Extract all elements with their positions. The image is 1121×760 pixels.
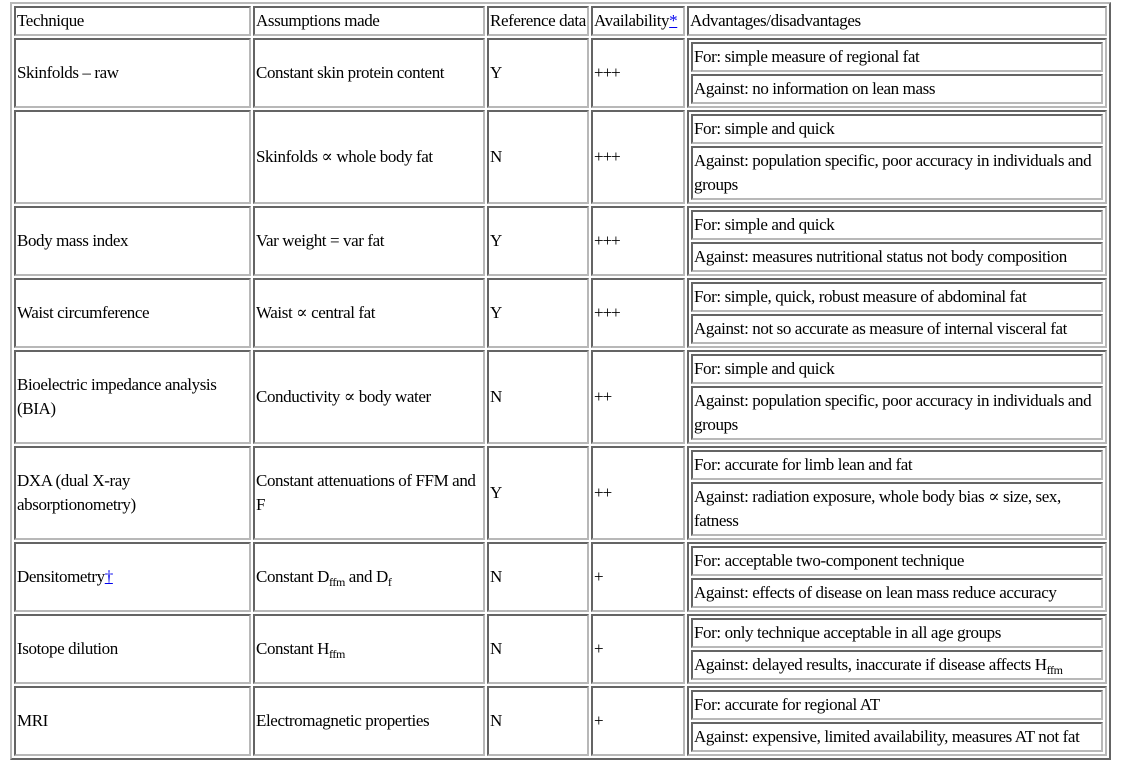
advantages-cell — [687, 686, 1107, 756]
assumption-cell: Constant skin protein content — [253, 38, 485, 108]
for-cell: For: simple and quick — [691, 354, 1103, 384]
assumption-cell: Conductivity ∝ body water — [253, 350, 485, 444]
for-cell: For: simple, quick, robust measure of abdominal fat — [691, 282, 1103, 312]
for-cell: For: simple and quick — [691, 114, 1103, 144]
assumption-cell: Var weight = var fat — [253, 206, 485, 276]
table-row — [14, 614, 1107, 684]
for-cell: For: simple measure of regional fat — [691, 42, 1103, 72]
table-row — [14, 206, 1107, 276]
against-cell: Against: delayed results, inaccurate if disease affects $H_{ffm}$ — [691, 650, 1103, 680]
assumption-cell: Constant $D_{ffm}$ and $D_f$ — [253, 542, 485, 612]
against-cell: Against: effects of disease on lean mass reduce accuracy — [691, 578, 1103, 608]
advantages-cell — [687, 278, 1107, 348]
densitometry-footnote-link[interactable]: † — [104, 567, 113, 586]
availability-cell: + — [591, 614, 685, 684]
against-cell: Against: population specific, poor accuracy in individuals and groups — [691, 386, 1103, 440]
reference-cell: N — [487, 686, 589, 756]
table-row — [14, 446, 1107, 540]
reference-cell: Y — [487, 278, 589, 348]
advantages-cell — [687, 446, 1107, 540]
availability-cell: +++ — [591, 278, 685, 348]
reference-cell: N — [487, 614, 589, 684]
advantages-cell — [687, 614, 1107, 684]
advantages-cell — [687, 206, 1107, 276]
technique-cell: Waist circumference — [14, 278, 251, 348]
reference-cell: N — [487, 110, 589, 204]
header-assumptions: Assumptions made — [253, 6, 485, 36]
assumption-cell: Waist ∝ central fat — [253, 278, 485, 348]
advantages-subtable — [689, 280, 1105, 346]
advantages-subtable — [689, 112, 1105, 202]
table-row — [14, 38, 1107, 108]
reference-cell: Y — [487, 446, 589, 540]
advantages-subtable — [689, 352, 1105, 442]
against-cell: Against: radiation exposure, whole body bias ∝ size, sex, fatness — [691, 482, 1103, 536]
advantages-subtable — [689, 40, 1105, 106]
technique-cell: Skinfolds – raw — [14, 38, 251, 108]
header-availability: Availability* — [591, 6, 685, 36]
against-cell: Against: measures nutritional status not body composition — [691, 242, 1103, 272]
against-cell: Against: population specific, poor accuracy in individuals and groups — [691, 146, 1103, 200]
availability-cell: + — [591, 542, 685, 612]
table-row — [14, 278, 1107, 348]
table-row — [14, 110, 1107, 204]
reference-cell: N — [487, 350, 589, 444]
advantages-subtable — [689, 688, 1105, 754]
availability-cell: ++ — [591, 350, 685, 444]
assumption-cell: Constant attenuations of FFM and F — [253, 446, 485, 540]
advantages-cell — [687, 542, 1107, 612]
header-row — [14, 6, 1107, 36]
against-cell: Against: not so accurate as measure of internal visceral fat — [691, 314, 1103, 344]
body-composition-techniques-table — [10, 2, 1111, 760]
reference-cell: Y — [487, 38, 589, 108]
for-cell: For: accurate for regional AT — [691, 690, 1103, 720]
table-row — [14, 350, 1107, 444]
for-cell: For: acceptable two-component technique — [691, 546, 1103, 576]
technique-cell: DXA (dual X-ray absorptionometry) — [14, 446, 251, 540]
advantages-subtable — [689, 448, 1105, 538]
availability-cell: ++ — [591, 446, 685, 540]
technique-cell: Body mass index — [14, 206, 251, 276]
table-row — [14, 542, 1107, 612]
advantages-cell — [687, 38, 1107, 108]
advantages-subtable — [689, 616, 1105, 682]
technique-cell: Isotope dilution — [14, 614, 251, 684]
availability-cell: + — [591, 686, 685, 756]
technique-cell — [14, 110, 251, 204]
advantages-subtable — [689, 544, 1105, 610]
header-technique: Technique — [14, 6, 251, 36]
availability-footnote-link[interactable]: * — [669, 11, 678, 30]
assumption-cell: Skinfolds ∝ whole body fat — [253, 110, 485, 204]
for-cell: For: only technique acceptable in all age groups — [691, 618, 1103, 648]
availability-cell: +++ — [591, 206, 685, 276]
advantages-cell — [687, 350, 1107, 444]
assumption-cell: Constant $H_{ffm}$ — [253, 614, 485, 684]
availability-cell: +++ — [591, 110, 685, 204]
technique-cell: MRI — [14, 686, 251, 756]
reference-cell: N — [487, 542, 589, 612]
reference-cell: Y — [487, 206, 589, 276]
advantages-subtable — [689, 208, 1105, 274]
availability-cell: +++ — [591, 38, 685, 108]
header-advantages: Advantages/disadvantages — [687, 6, 1107, 36]
technique-cell: Densitometry† — [14, 542, 251, 612]
against-cell: Against: expensive, limited availability, measures AT not fat — [691, 722, 1103, 752]
for-cell: For: accurate for limb lean and fat — [691, 450, 1103, 480]
for-cell: For: simple and quick — [691, 210, 1103, 240]
technique-cell: Bioelectric impedance analysis (BIA) — [14, 350, 251, 444]
advantages-cell — [687, 110, 1107, 204]
against-cell: Against: no information on lean mass — [691, 74, 1103, 104]
header-reference-data: Reference data — [487, 6, 589, 36]
table-row — [14, 686, 1107, 756]
assumption-cell: Electromagnetic properties — [253, 686, 485, 756]
